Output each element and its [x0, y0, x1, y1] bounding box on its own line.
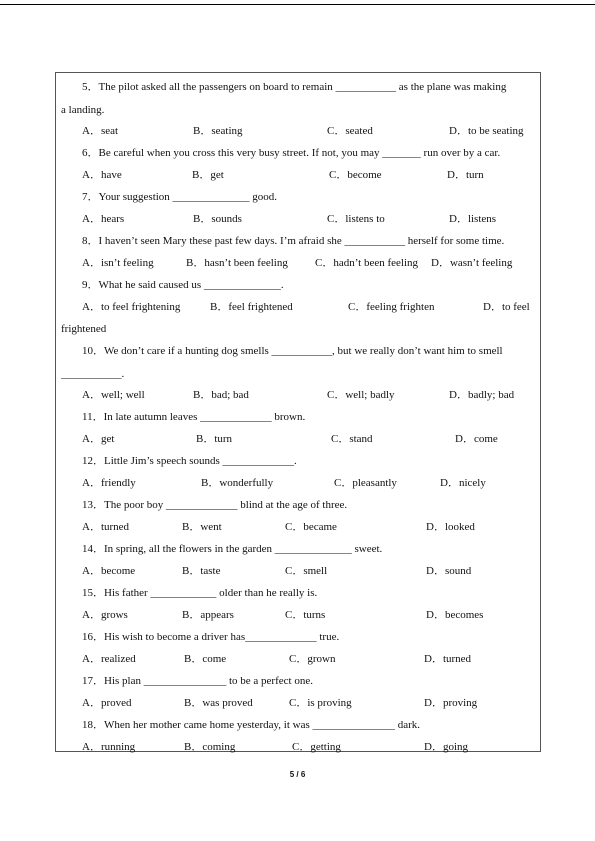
question-6-options [0, 168, 595, 182]
question-16-option-c[interactable]: C．grown [289, 653, 336, 665]
question-17-option-b[interactable]: B．was proved [184, 697, 253, 709]
question-10-stem: 10．We don’t care if a hunting dog smells ___________, but we really don’t want him to smell [82, 345, 503, 357]
question-13-option-a[interactable]: A．turned [82, 521, 130, 533]
header-rule [0, 4, 595, 5]
question-10-options [0, 388, 595, 402]
question-13-option-c[interactable]: C．became [285, 521, 337, 533]
question-16-stem: 16．His wish to become a driver has_____________ true. [82, 631, 340, 643]
question-9-option-b[interactable]: B．feel frightened [210, 301, 293, 313]
question-18-option-b[interactable]: B．coming [184, 741, 236, 753]
question-13-option-b[interactable]: B．went [182, 521, 222, 533]
question-18-option-d[interactable]: D．going [424, 741, 468, 753]
question-17-stem: 17．His plan _______________ to be a perfect one. [82, 675, 313, 687]
question-8-option-d[interactable]: D．wasn’t feeling [431, 257, 513, 269]
question-9-options [0, 300, 595, 314]
question-13-options [0, 520, 595, 534]
question-7-option-c[interactable]: C．listens to [327, 213, 385, 225]
question-14-option-c[interactable]: C．smell [285, 565, 328, 577]
question-17-option-d[interactable]: D．proving [424, 697, 478, 709]
question-10-option-c[interactable]: C．well; badly [327, 389, 395, 401]
question-6-option-c[interactable]: C．become [329, 169, 382, 181]
question-9-option-d[interactable]: D．to feel [483, 301, 530, 313]
question-10-option-b[interactable]: B．bad; bad [193, 389, 249, 401]
question-18-option-c[interactable]: C．getting [292, 741, 341, 753]
question-8-options [0, 256, 595, 270]
question-15-options [0, 608, 595, 622]
question-9-option-a[interactable]: A．to feel frightening [82, 301, 181, 313]
question-6-option-d[interactable]: D．turn [447, 169, 484, 181]
question-13-option-d[interactable]: D．looked [426, 521, 475, 533]
question-11-options [0, 432, 595, 446]
question-6-option-a[interactable]: A．have [82, 169, 122, 181]
question-11-option-b[interactable]: B．turn [196, 433, 233, 445]
question-6-option-b[interactable]: B．get [192, 169, 224, 181]
question-7-option-d[interactable]: D．listens [449, 213, 497, 225]
question-14-stem: 14．In spring, all the flowers in the garden ______________ sweet. [82, 543, 383, 555]
question-11-option-a[interactable]: A．get [82, 433, 115, 445]
question-5-stem: 5．The pilot asked all the passengers on board to remain ___________ as the plane was making [82, 81, 507, 93]
question-9-option-c[interactable]: C．feeling frighten [348, 301, 435, 313]
question-18-option-a[interactable]: A．running [82, 741, 136, 753]
question-11-option-c[interactable]: C．stand [331, 433, 373, 445]
question-12-option-b[interactable]: B．wonderfully [201, 477, 274, 489]
question-16-options [0, 652, 595, 666]
question-17-option-a[interactable]: A．proved [82, 697, 132, 709]
question-8-option-b[interactable]: B．hasn’t been feeling [186, 257, 288, 269]
question-7-option-a[interactable]: A．hears [82, 213, 125, 225]
question-13-stem: 13．The poor boy _____________ blind at the age of three. [82, 499, 348, 511]
question-5-options [0, 124, 595, 138]
question-8-option-c[interactable]: C．hadn’t been feeling [315, 257, 419, 269]
question-14-option-a[interactable]: A．become [82, 565, 136, 577]
question-7-stem: 7．Your suggestion ______________ good. [82, 191, 278, 203]
question-14-options [0, 564, 595, 578]
question-14-option-b[interactable]: B．taste [182, 565, 221, 577]
question-12-option-a[interactable]: A．friendly [82, 477, 136, 489]
question-18-stem: 18．When her mother came home yesterday, it was _______________ dark. [82, 719, 421, 731]
question-7-option-b[interactable]: B．sounds [193, 213, 242, 225]
question-18-options [0, 740, 595, 754]
page-number: 5 / 6 [289, 770, 306, 779]
question-11-stem: 11．In late autumn leaves _____________ brown. [82, 411, 306, 423]
question-11-option-d[interactable]: D．come [455, 433, 498, 445]
question-15-option-b[interactable]: B．appears [182, 609, 234, 621]
question-6-stem: 6．Be careful when you cross this very busy street. If not, you may _______ run over by a car. [82, 147, 501, 159]
question-10-option-d[interactable]: D．badly; bad [449, 389, 515, 401]
question-12-options [0, 476, 595, 490]
question-8-stem: 8．I haven’t seen Mary these past few days. I’m afraid she ___________ herself for some time. [82, 235, 505, 247]
question-16-option-b[interactable]: B．come [184, 653, 227, 665]
question-15-option-d[interactable]: D．becomes [426, 609, 484, 621]
question-17-option-c[interactable]: C．is proving [289, 697, 352, 709]
question-9-stem: 9．What he said caused us ______________. [82, 279, 284, 291]
question-9-option-d-continued: frightened [61, 323, 107, 335]
question-16-option-a[interactable]: A．realized [82, 653, 136, 665]
question-15-option-a[interactable]: A．grows [82, 609, 128, 621]
question-12-stem: 12．Little Jim’s speech sounds _____________. [82, 455, 297, 467]
question-12-option-d[interactable]: D．nicely [440, 477, 486, 489]
question-5-option-c[interactable]: C．seated [327, 125, 373, 137]
question-17-options [0, 696, 595, 710]
question-12-option-c[interactable]: C．pleasantly [334, 477, 397, 489]
question-15-option-c[interactable]: C．turns [285, 609, 326, 621]
question-14-option-d[interactable]: D．sound [426, 565, 472, 577]
question-8-option-a[interactable]: A．isn’t feeling [82, 257, 154, 269]
question-5-option-b[interactable]: B．seating [193, 125, 243, 137]
question-5-option-a[interactable]: A．seat [82, 125, 119, 137]
question-5-option-d[interactable]: D．to be seating [449, 125, 524, 137]
question-10-option-a[interactable]: A．well; well [82, 389, 145, 401]
question-15-stem: 15．His father ____________ older than he really is. [82, 587, 318, 599]
question-7-options [0, 212, 595, 226]
question-10-stem-continued: ___________. [61, 368, 125, 380]
question-5-stem-continued: a landing. [61, 104, 105, 116]
question-16-option-d[interactable]: D．turned [424, 653, 472, 665]
